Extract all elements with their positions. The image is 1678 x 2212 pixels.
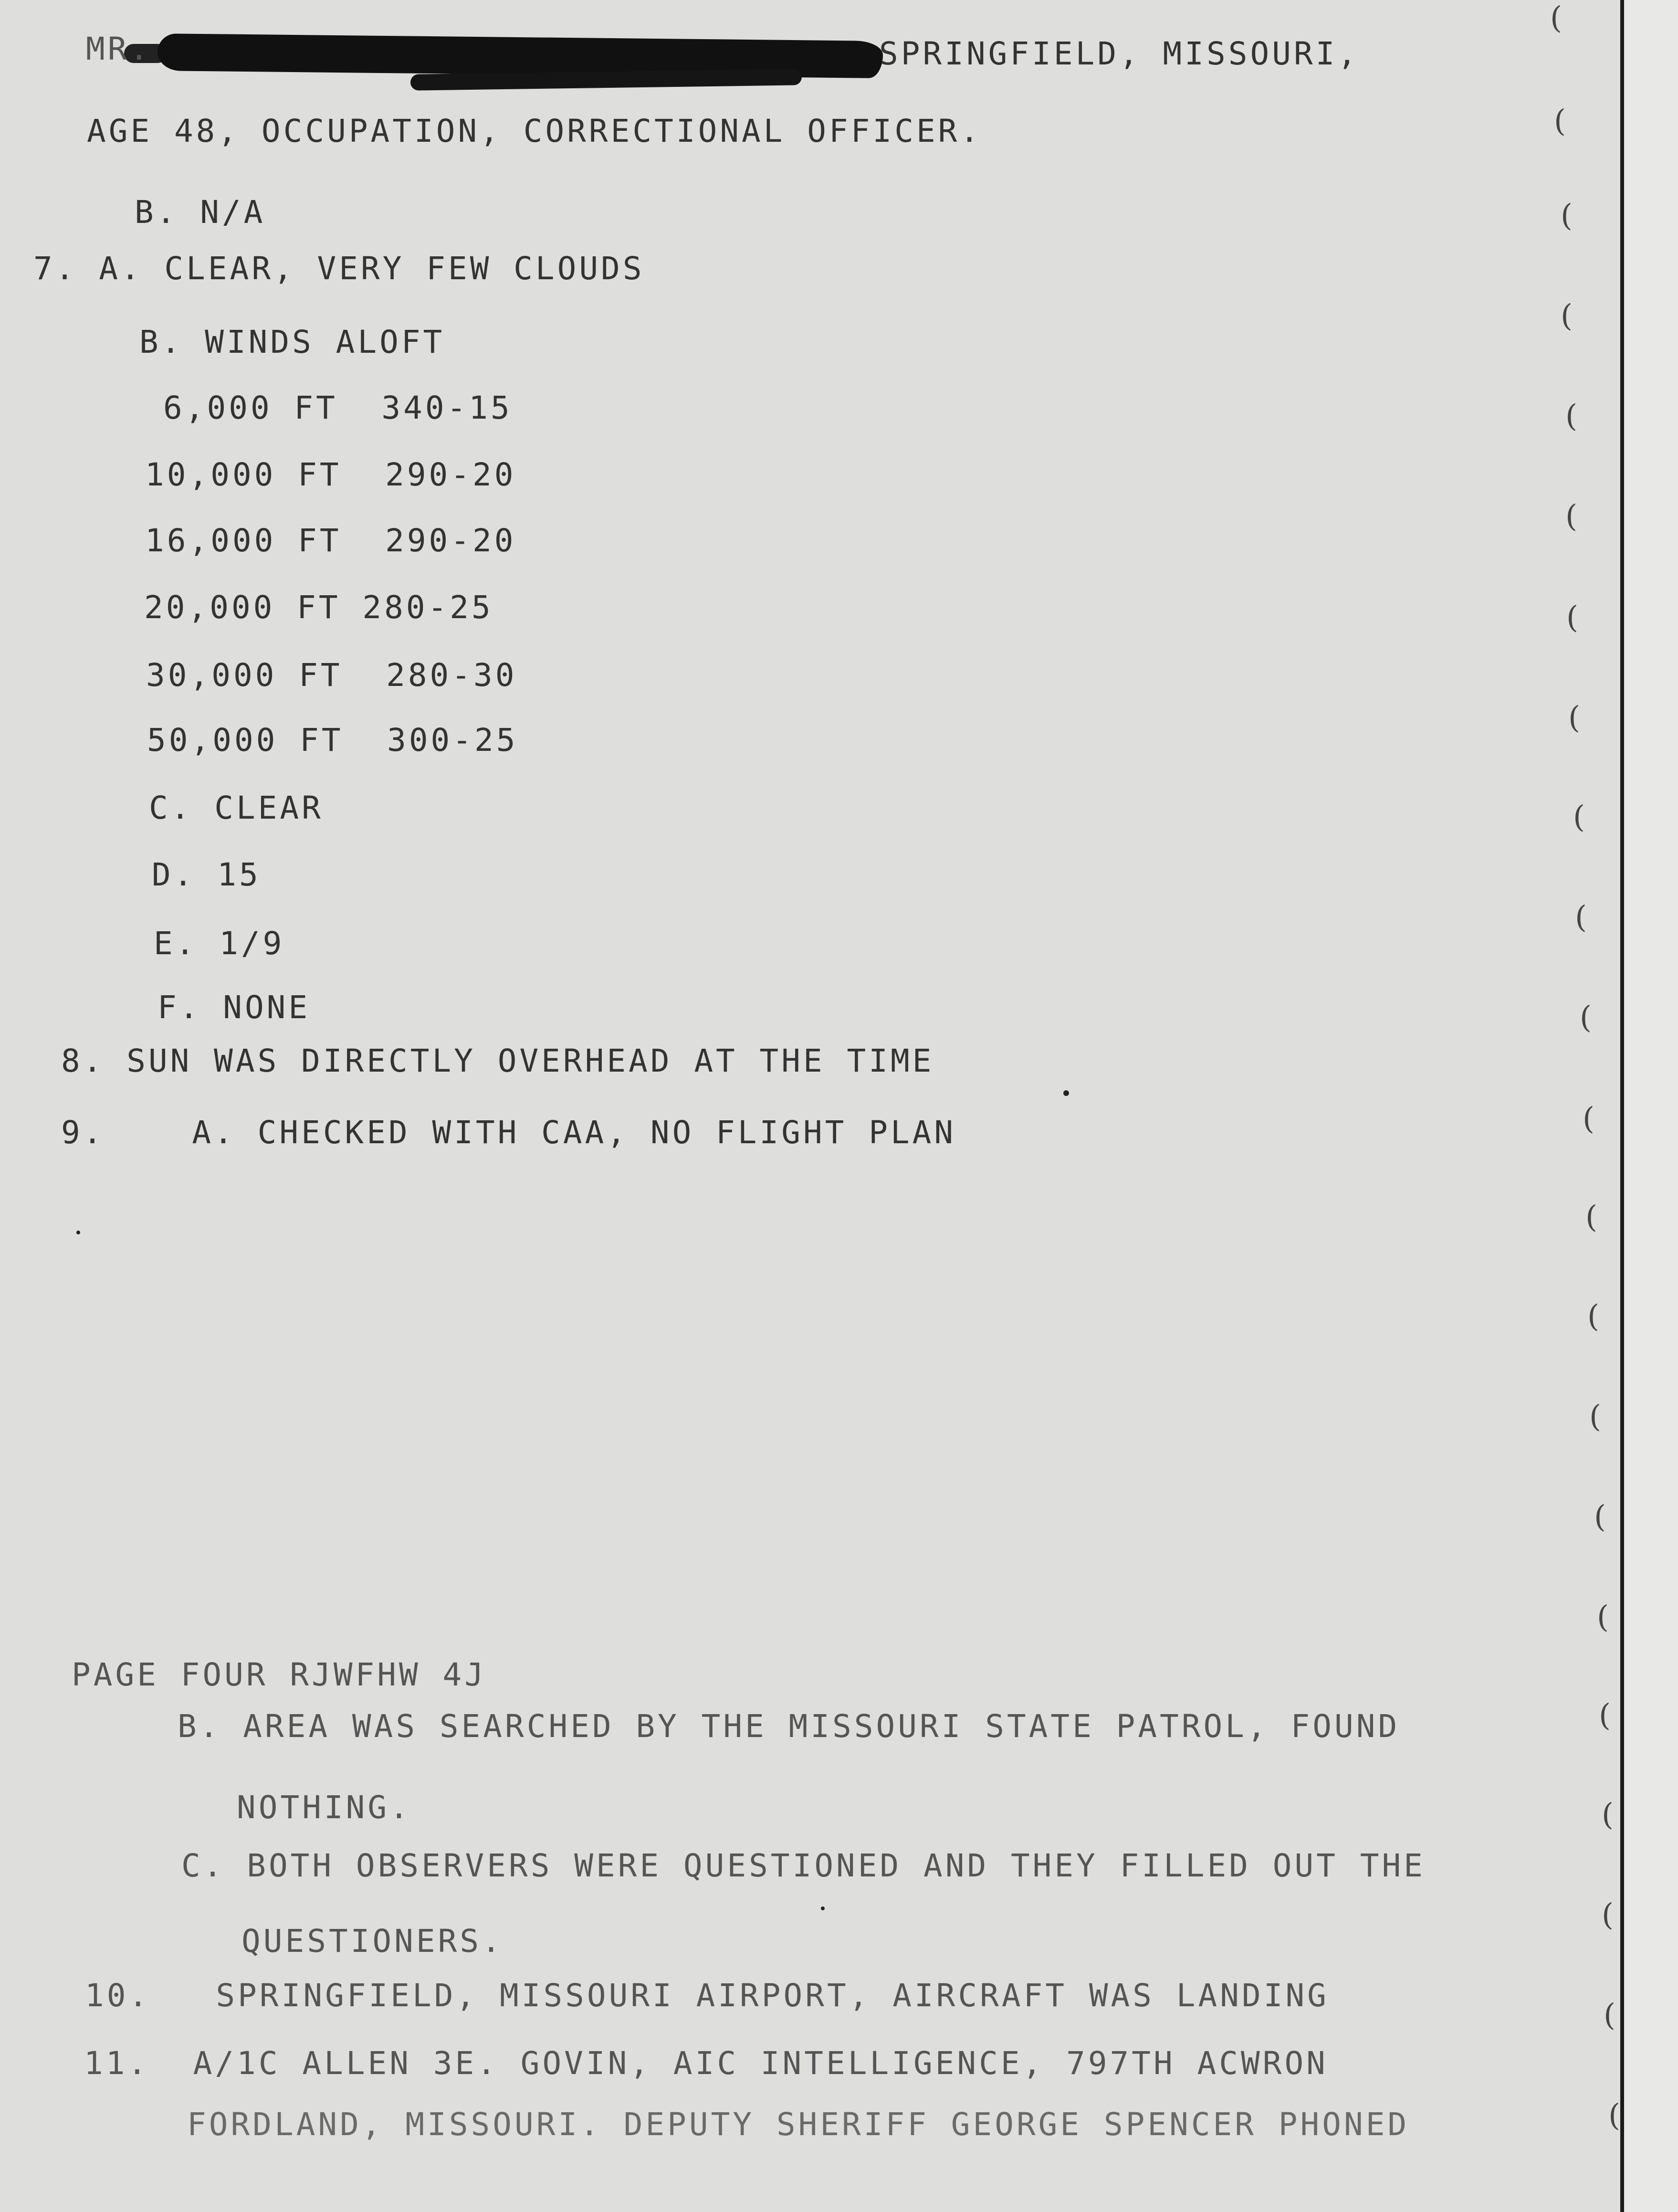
- line-21: NOTHING.: [237, 1789, 411, 1826]
- feed-hole-mark: (: [1565, 499, 1577, 534]
- line-08: 10,000 FT 290-20: [145, 456, 516, 493]
- feed-hole-mark: (: [1568, 700, 1580, 736]
- line-02: SPRINGFIELD, MISSOURI,: [879, 35, 1360, 72]
- line-25: 11. A/1C ALLEN 3E. GOVIN, AIC INTELLIGENCE, 797TH ACWRON: [84, 2045, 1328, 2082]
- feed-hole-mark: (: [1580, 1000, 1592, 1035]
- line-24: 10. SPRINGFIELD, MISSOURI AIRPORT, AIRCRAFT WAS LANDING: [85, 1977, 1329, 2014]
- line-19: PAGE FOUR RJWFHW 4J: [72, 1656, 486, 1693]
- line-12: 50,000 FT 300-25: [147, 722, 518, 758]
- line-16: F. NONE: [157, 989, 311, 1026]
- scan-speck: [821, 1907, 825, 1910]
- line-22: C. BOTH OBSERVERS WERE QUESTIONED AND THEY FILLED OUT THE: [181, 1847, 1426, 1884]
- feed-hole-mark: (: [1561, 298, 1573, 334]
- line-11: 30,000 FT 280-30: [146, 657, 517, 694]
- line-04: B. N/A: [135, 194, 266, 231]
- line-07: 6,000 FT 340-15: [163, 390, 513, 426]
- feed-hole-mark: (: [1585, 1200, 1597, 1235]
- feed-hole-mark: (: [1599, 1698, 1611, 1733]
- feed-hole-mark: (: [1575, 900, 1587, 935]
- scan-speck: [76, 1231, 80, 1234]
- feed-hole-mark: (: [1566, 600, 1578, 635]
- line-23: QUESTIONERS.: [241, 1923, 503, 1959]
- line-15: E. 1/9: [154, 925, 285, 962]
- scan-speck: [1063, 1090, 1069, 1096]
- line-20: B. AREA WAS SEARCHED BY THE MISSOURI STATE PATROL, FOUND: [178, 1708, 1400, 1745]
- feed-hole-mark: (: [1561, 198, 1573, 233]
- line-09: 16,000 FT 290-20: [145, 522, 516, 559]
- feed-hole-mark: (: [1583, 1101, 1594, 1137]
- feed-hole-mark: (: [1573, 800, 1585, 835]
- feed-hole-mark: (: [1589, 1399, 1601, 1434]
- feed-hole-mark: (: [1608, 2098, 1620, 2133]
- feed-hole-mark: (: [1597, 1600, 1609, 1635]
- line-26: FORDLAND, MISSOURI. DEPUTY SHERIFF GEORGE SPENCER PHONED: [187, 2106, 1410, 2143]
- line-13: C. CLEAR: [149, 790, 324, 826]
- feed-hole-mark: (: [1604, 1998, 1615, 2033]
- line-18: 9. A. CHECKED WITH CAA, NO FLIGHT PLAN: [61, 1114, 956, 1151]
- line-06: B. WINDS ALOFT: [139, 324, 445, 360]
- feed-hole-mark: (: [1594, 1499, 1606, 1535]
- line-03: AGE 48, OCCUPATION, CORRECTIONAL OFFICER.: [87, 113, 982, 149]
- tractor-feed-strip: [1624, 0, 1678, 2212]
- feed-hole-mark: (: [1587, 1299, 1599, 1334]
- feed-hole-mark: (: [1565, 399, 1577, 434]
- page-edge-rule: [1620, 0, 1624, 2212]
- feed-hole-mark: (: [1550, 0, 1562, 36]
- line-10: 20,000 FT 280-25: [144, 589, 493, 626]
- line-17: 8. SUN WAS DIRECTLY OVERHEAD AT THE TIME: [61, 1043, 934, 1079]
- line-05: 7. A. CLEAR, VERY FEW CLOUDS: [33, 250, 645, 287]
- feed-hole-mark: (: [1602, 1797, 1614, 1833]
- feed-hole-mark: (: [1554, 104, 1566, 139]
- feed-hole-mark: (: [1602, 1897, 1614, 1933]
- line-14: D. 15: [152, 856, 261, 893]
- line-01: MR.: [86, 31, 152, 67]
